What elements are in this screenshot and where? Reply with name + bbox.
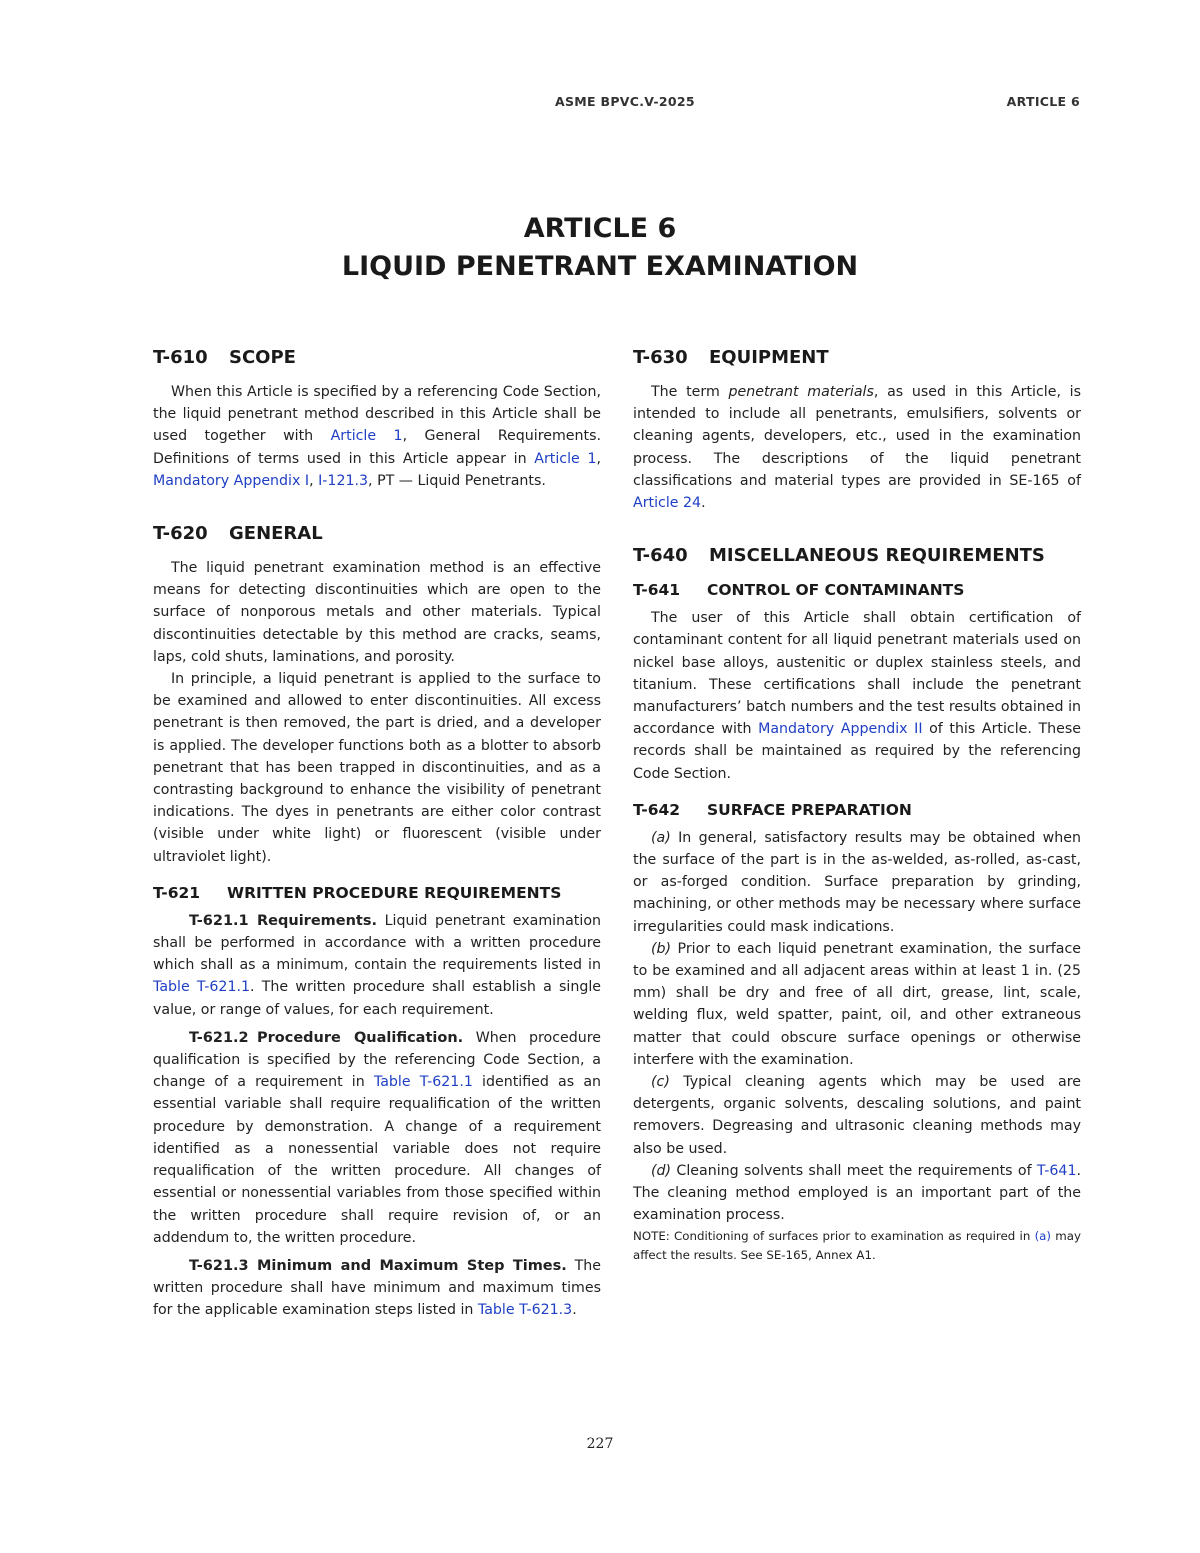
- section-number: T-621: [153, 883, 201, 902]
- paragraph-t621-2: [153, 1027, 601, 1249]
- section-heading-t621: [153, 882, 601, 904]
- link-table-t621-3[interactable]: Table T-621.3: [477, 1302, 573, 1319]
- text-run: When procedure qualification is specified by the referencing Code Section, a change of a requirement in: [153, 1029, 601, 1091]
- text-run: . The cleaning method employed is an important part of the examination process.: [633, 1162, 1081, 1224]
- note: [633, 1227, 1081, 1265]
- section-title: WRITTEN PROCEDURE REQUIREMENTS: [227, 883, 562, 902]
- link-t641[interactable]: T-641: [1036, 1162, 1077, 1179]
- text-run: of this Article. These records shall be maintained as required by the referencing Code Section.: [633, 721, 1081, 782]
- section-number: T-610: [153, 347, 208, 368]
- text-run: , as used in this Article, is intended to include all penetrants, emulsifiers, solvents or cleaning agents, developers, etc., used in the examination process. The descriptions of the liquid penetrant classifications and material types are provided in SE-165 of: [633, 384, 1082, 489]
- section-heading-t610: [153, 346, 601, 370]
- text-run: Typical cleaning agents which may be used are detergents, organic solvents, descaling solutions, and paint removers. Degreasing and ultrasonic cleaning methods may also be used.: [633, 1074, 1081, 1157]
- section-title: SCOPE: [229, 347, 296, 368]
- text-run: The written procedure shall have minimum and maximum times for the applicable examination steps listed in: [153, 1257, 601, 1319]
- item-label: (c): [651, 1074, 670, 1091]
- text-run: When this Article is specified by a referencing Code Section, the liquid penetrant method described in this Article shall be used together with: [153, 384, 601, 445]
- section-number: T-630: [633, 347, 688, 368]
- section-number: T-641: [633, 581, 681, 600]
- section-heading-t642: [633, 799, 1081, 821]
- text-run: Liquid penetrant examination shall be performed in accordance with a written procedure which shall as a minimum, contain the requirements listed in: [153, 912, 601, 974]
- paragraph-surface-a: [633, 827, 1081, 938]
- text-run: NOTE: Conditioning of surfaces prior to examination as required in: [633, 1228, 1035, 1243]
- section-number: T-640: [633, 545, 688, 567]
- text-run: identified as an essential variable shall require requalification of the written procedure by demonstration. A change of a requirement identified as a nonessential variable does not require requalification of the written procedure. All changes of essential or nonessential variables from those specified within the written procedure shall require revision of, or an addendum to, the written procedure.: [153, 1074, 601, 1246]
- link-table-t621-1[interactable]: Table T-621.1: [153, 979, 251, 996]
- article-number-title: ARTICLE 6: [523, 213, 677, 244]
- section-heading-t620: [153, 522, 601, 546]
- paragraph-contaminants: [633, 607, 1081, 785]
- right-column: [633, 346, 1081, 1265]
- subsection-heading: [171, 1258, 567, 1274]
- paragraph-t621-1: [153, 910, 601, 1021]
- text-run: In general, satisfactory results may be obtained when the surface of the part is in the as-welded, as-rolled, as-cast, or as-forged condition. Surface preparation by grinding, machining, or other methods may be necessary where surface irregularities could mask indications.: [633, 829, 1081, 935]
- section-heading-t640: [633, 544, 1081, 568]
- subsection-heading: [171, 1030, 463, 1046]
- subsection-number: T-621.1: [189, 912, 249, 929]
- subsection-title: Procedure Qualification.: [257, 1029, 464, 1046]
- left-column: [153, 346, 601, 1322]
- header-article-label: ARTICLE 6: [1006, 94, 1080, 109]
- text-run: may affect the results. See SE-165, Annex A1.: [633, 1228, 1081, 1262]
- paragraph-surface-d: [633, 1160, 1081, 1227]
- text-run: . The written procedure shall establish a single value, or range of values, for each requirement.: [153, 979, 601, 1018]
- link-article-1[interactable]: Article 1: [330, 428, 403, 445]
- section-title: SURFACE PREPARATION: [707, 800, 912, 819]
- link-article-1-definitions[interactable]: Article 1: [534, 450, 597, 467]
- subsection-number: T-621.3: [189, 1257, 249, 1274]
- section-title: GENERAL: [229, 523, 323, 545]
- paragraph-surface-c: [633, 1071, 1081, 1160]
- paragraph-general-1: The liquid penetrant examination method is an effective means for detecting discontinuities which are open to the surface of nonporous metals and other materials. Typical discontinuities detectable by this method are cracks, seams, laps, cold shuts, laminations, and porosity.: [153, 560, 601, 665]
- paragraph-general-2: In principle, a liquid penetrant is applied to the surface to be examined and allowed to enter discontinuities. All excess penetrant is then removed, the part is dried, and a developer is applied. The developer functions both as a blotter to absorb penetrant that has been trapped in discontinuities, and as a contrasting background to enhance the visibility of penetrant indications. The dyes in penetrants are either color contrast (visible under white light) or fluorescent (visible under ultraviolet light).: [153, 671, 601, 865]
- text-run: ,: [309, 472, 319, 489]
- text-run: , PT — Liquid Penetrants.: [368, 472, 546, 489]
- section-title: MISCELLANEOUS REQUIREMENTS: [709, 545, 1045, 567]
- section-heading-t641: [633, 579, 1081, 601]
- section-heading-t630: [633, 346, 1081, 370]
- section-number: T-620: [153, 523, 208, 545]
- link-item-a[interactable]: (a): [1034, 1228, 1052, 1243]
- link-article-24[interactable]: Article 24: [633, 495, 702, 512]
- subsection-heading: [171, 913, 377, 929]
- emphasized-term: penetrant materials: [728, 384, 874, 400]
- text-run: Prior to each liquid penetrant examination, the surface to be examined and all adjacent areas within at least 1 in. (25 mm) shall be dry and free of all dirt, grease, lint, scale, welding flux, weld spatter, paint, oil, and other extraneous matter that could obscure surface openings or otherwise interfere with the examination.: [633, 940, 1081, 1068]
- subsection-title: Requirements.: [257, 912, 377, 929]
- item-label: (b): [651, 940, 672, 957]
- text-run: .: [572, 1302, 577, 1319]
- link-mandatory-appendix-i[interactable]: Mandatory Appendix I: [153, 472, 310, 489]
- section-title: EQUIPMENT: [709, 347, 829, 368]
- item-label: (a): [651, 829, 671, 846]
- subsection-number: T-621.2: [189, 1029, 249, 1046]
- text-run: , General Requirements. Definitions of terms used in this Article appear in: [153, 428, 601, 467]
- link-mandatory-appendix-ii[interactable]: Mandatory Appendix II: [758, 721, 923, 738]
- text-run: Cleaning solvents shall meet the requirements of: [671, 1162, 1037, 1179]
- text-run: .: [701, 495, 706, 512]
- text-run: The term: [651, 384, 729, 400]
- header-doc-code: ASME BPVC.V-2025: [555, 94, 695, 109]
- article-name-title: LIQUID PENETRANT EXAMINATION: [341, 251, 859, 282]
- link-i-121-3[interactable]: I-121.3: [318, 472, 369, 489]
- paragraph-t621-3: [153, 1255, 601, 1322]
- text-run: ,: [596, 450, 601, 467]
- page-title: [0, 210, 1200, 286]
- page-number: 227: [586, 1436, 614, 1452]
- paragraph-surface-b: [633, 938, 1081, 1071]
- link-table-t621-1[interactable]: Table T-621.1: [373, 1074, 473, 1091]
- text-run: The user of this Article shall obtain certification of contaminant content for all liquid penetrant materials used on nickel base alloys, austenitic or duplex stainless steels, and titanium. These certifications shall include the penetrant manufacturers’ batch numbers and the test results obtained in accordance with: [633, 610, 1081, 738]
- section-number: T-642: [633, 800, 681, 819]
- paragraph-equipment: [633, 381, 1081, 514]
- item-label: (d): [651, 1162, 672, 1179]
- paragraph-scope: [153, 381, 601, 492]
- subsection-title: Minimum and Maximum Step Times.: [257, 1257, 567, 1274]
- section-title: CONTROL OF CONTAMINANTS: [707, 581, 965, 600]
